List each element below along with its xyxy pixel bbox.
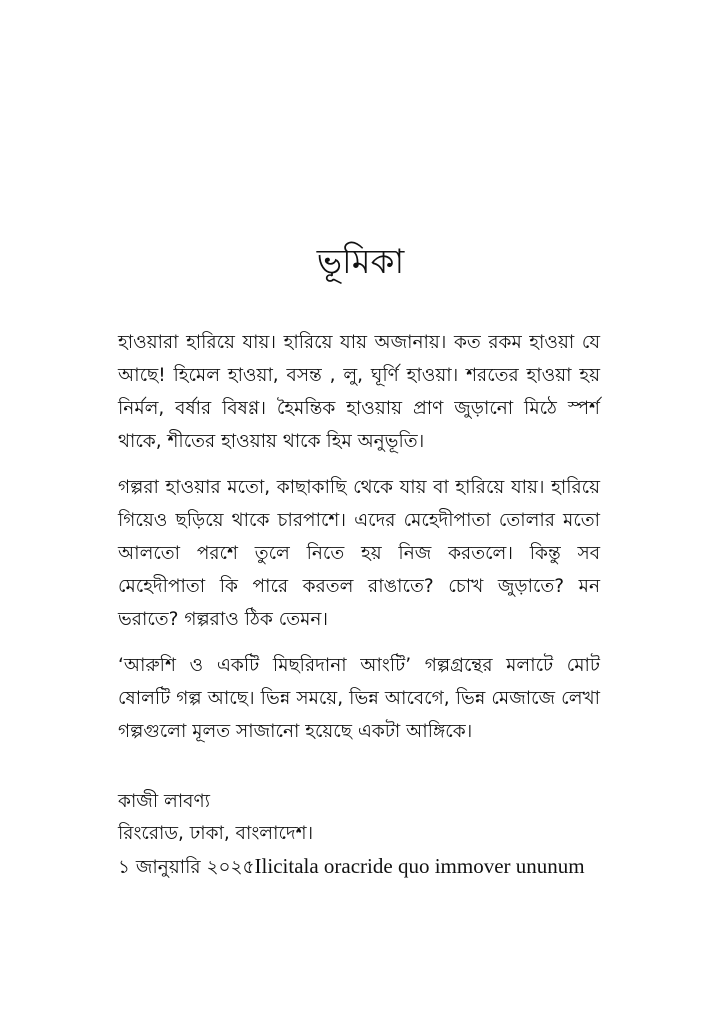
author-address: রিংরোড, ঢাকা, বাংলাদেশ। (118, 823, 314, 844)
paragraph-1: হাওয়ারা হারিয়ে যায়। হারিয়ে যায় অজানায়। কত রকম হাওয়া যে আছে! হিমেল হাওয়া, বসন্ত , লু, ঘূর্ণি হাওয়া। শরতের হাওয়া হয় নির্মল, বর্ষার বিষণ্ণ। হৈমন্তিক হাওয়ায় প্রাণ জুড়ানো মিঠে স্পর্শ থাকে, শীতের হাওয়ায় থাকে হিম অনুভূতি। (118, 332, 600, 452)
paragraph-3: ‘আরুশি ও একটি মিছরিদানা আংটি’ গল্পগ্রন্থের মলাটে মোট ষোলটি গল্প আছে। ভিন্ন সময়ে, ভিন্ন আবেগে, ভিন্ন মেজাজে লেখা গল্পগুলো মূলত সাজানো হয়েছে একটা আঙ্গিকে। (118, 655, 600, 742)
preface-body (118, 326, 600, 761)
signature-date: ১ জানুয়ারি ২০২৫ (118, 857, 255, 878)
author-name: কাজী লাবণ্য (118, 791, 211, 812)
date-trailing-text: Ilicitala oracride quo immover ununum (254, 854, 585, 878)
date-line (118, 850, 618, 884)
page-title: ভূমিকা (316, 242, 405, 282)
paragraph-2: গল্পরা হাওয়ার মতো, কাছাকাছি থেকে যায় বা হারিয়ে যায়। হারিয়ে গিয়েও ছড়িয়ে থাকে চারপাশে। এদের মেহেদীপাতা তোলার মতো আলতো পরশে তুলে নিতে হয় নিজ করতলে। কিন্তু সব মেহেদীপাতা কি পারে করতল রাঙাতে? চোখ জুড়াতে? মন ভরাতে? গল্পরাও ঠিক তেমন। (118, 477, 600, 630)
signature-block (118, 786, 618, 884)
